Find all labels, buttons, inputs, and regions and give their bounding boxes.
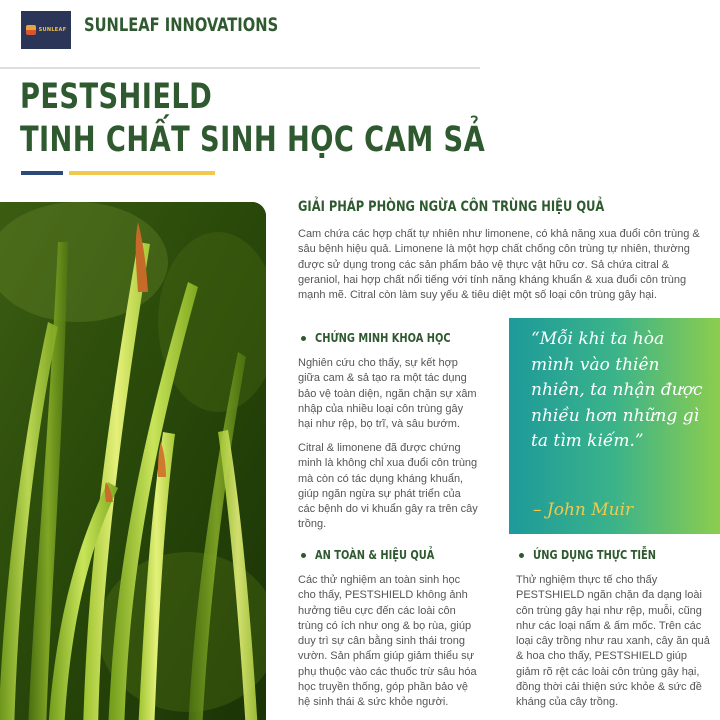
section-title: AN TOÀN & HIỆU QUẢ xyxy=(315,548,435,562)
section-title: ỨNG DỤNG THỰC TIỄN xyxy=(533,548,656,562)
section-paragraph: Các thử nghiệm an toàn sinh học cho thấy, PESTSHIELD không ảnh hưởng tiêu cực đến các loài côn trùng có ích như ong & bọ rùa, giúp duy trì sự cân bằng sinh thái trong vườn. Sản phẩm giúp giảm thiểu sự phụ thuộc vào các thuốc trừ sâu hóa học truyền thống, góp phần bảo vệ hệ sinh thái & sức khỏe người. xyxy=(298,574,477,709)
section-heading-application xyxy=(519,548,683,562)
logo-icon xyxy=(26,25,36,35)
bullet-icon xyxy=(301,553,306,558)
company-logo xyxy=(21,11,71,49)
quote-text: “Mỗi khi ta hòa mình vào thiên nhiên, ta nhận được nhiều hơn những gì ta tìm kiếm.” xyxy=(531,329,703,451)
company-name: SUNLEAF INNOVATIONS xyxy=(84,14,279,36)
accent-bar-gold xyxy=(69,171,215,175)
lemongrass-photo xyxy=(0,202,266,720)
main-section-title: GIẢI PHÁP PHÒNG NGỪA CÔN TRÙNG HIỆU QUẢ xyxy=(298,199,605,215)
page-title xyxy=(20,76,485,162)
section-heading-science xyxy=(301,331,480,345)
section-title: CHỨNG MINH KHOA HỌC xyxy=(315,331,451,345)
title-line-2: TINH CHẤT SINH HỌC CAM SẢ xyxy=(20,120,486,160)
logo-text: SUNLEAF xyxy=(38,27,67,33)
title-line-1: PESTSHIELD xyxy=(20,77,213,117)
bullet-icon xyxy=(301,336,306,341)
section-paragraph: Nghiên cứu cho thấy, sự kết hợp giữa cam & sả tạo ra một tác dụng bảo vệ toàn diện, ngăn chặn sự xâm nhập của nhiều loại côn trùng gây hại như rệp, bọ trĩ, và sâu bướm. xyxy=(298,357,477,431)
section-paragraph: Citral & limonene đã được chứng minh là không chỉ xua đuổi côn trùng mà còn có tác dụng kháng khuẩn, giúp ngăn ngừa sự phát triển của các bệnh do vi khuẩn gây ra trên cây trồng. xyxy=(298,442,478,531)
quote-box xyxy=(509,318,720,534)
bullet-icon xyxy=(519,553,524,558)
main-section-body: Cam chứa các hợp chất tự nhiên như limonene, có khả năng xua đuổi côn trùng & sâu bệnh hiệu quả. Limonene là một hợp chất chống côn trùng tự nhiên, thường được sử dụng trong các sản phẩm bảo vệ thực vật hữu cơ. Sả chứa citral & geraniol, hai hợp chất nổi tiếng với tính năng kháng khuẩn & xua đuổi côn trùng mạnh mẽ. Citral còn làm suy yếu & tiêu diệt một số loại côn trùng gây hại. xyxy=(298,228,700,302)
section-paragraph: Thử nghiệm thực tế cho thấy PESTSHIELD ngăn chặn đa dạng loài côn trùng gây hại như rệp, muỗi, cũng như các loại nấm & ấm mốc. Trên các loại cây trồng như rau xanh, cây ăn quả & hoa cho thấy, PESTSHIELD giúp giảm rõ rệt các loài côn trùng gây hại, đồng thời cải thiện sức khỏe & sức đề kháng của cây trồng. xyxy=(516,574,710,709)
header-divider xyxy=(0,67,480,69)
grass-illustration xyxy=(0,202,266,720)
section-heading-safety xyxy=(301,548,461,562)
quote-author: – John Muir xyxy=(533,500,634,520)
accent-bar-navy xyxy=(21,171,63,175)
